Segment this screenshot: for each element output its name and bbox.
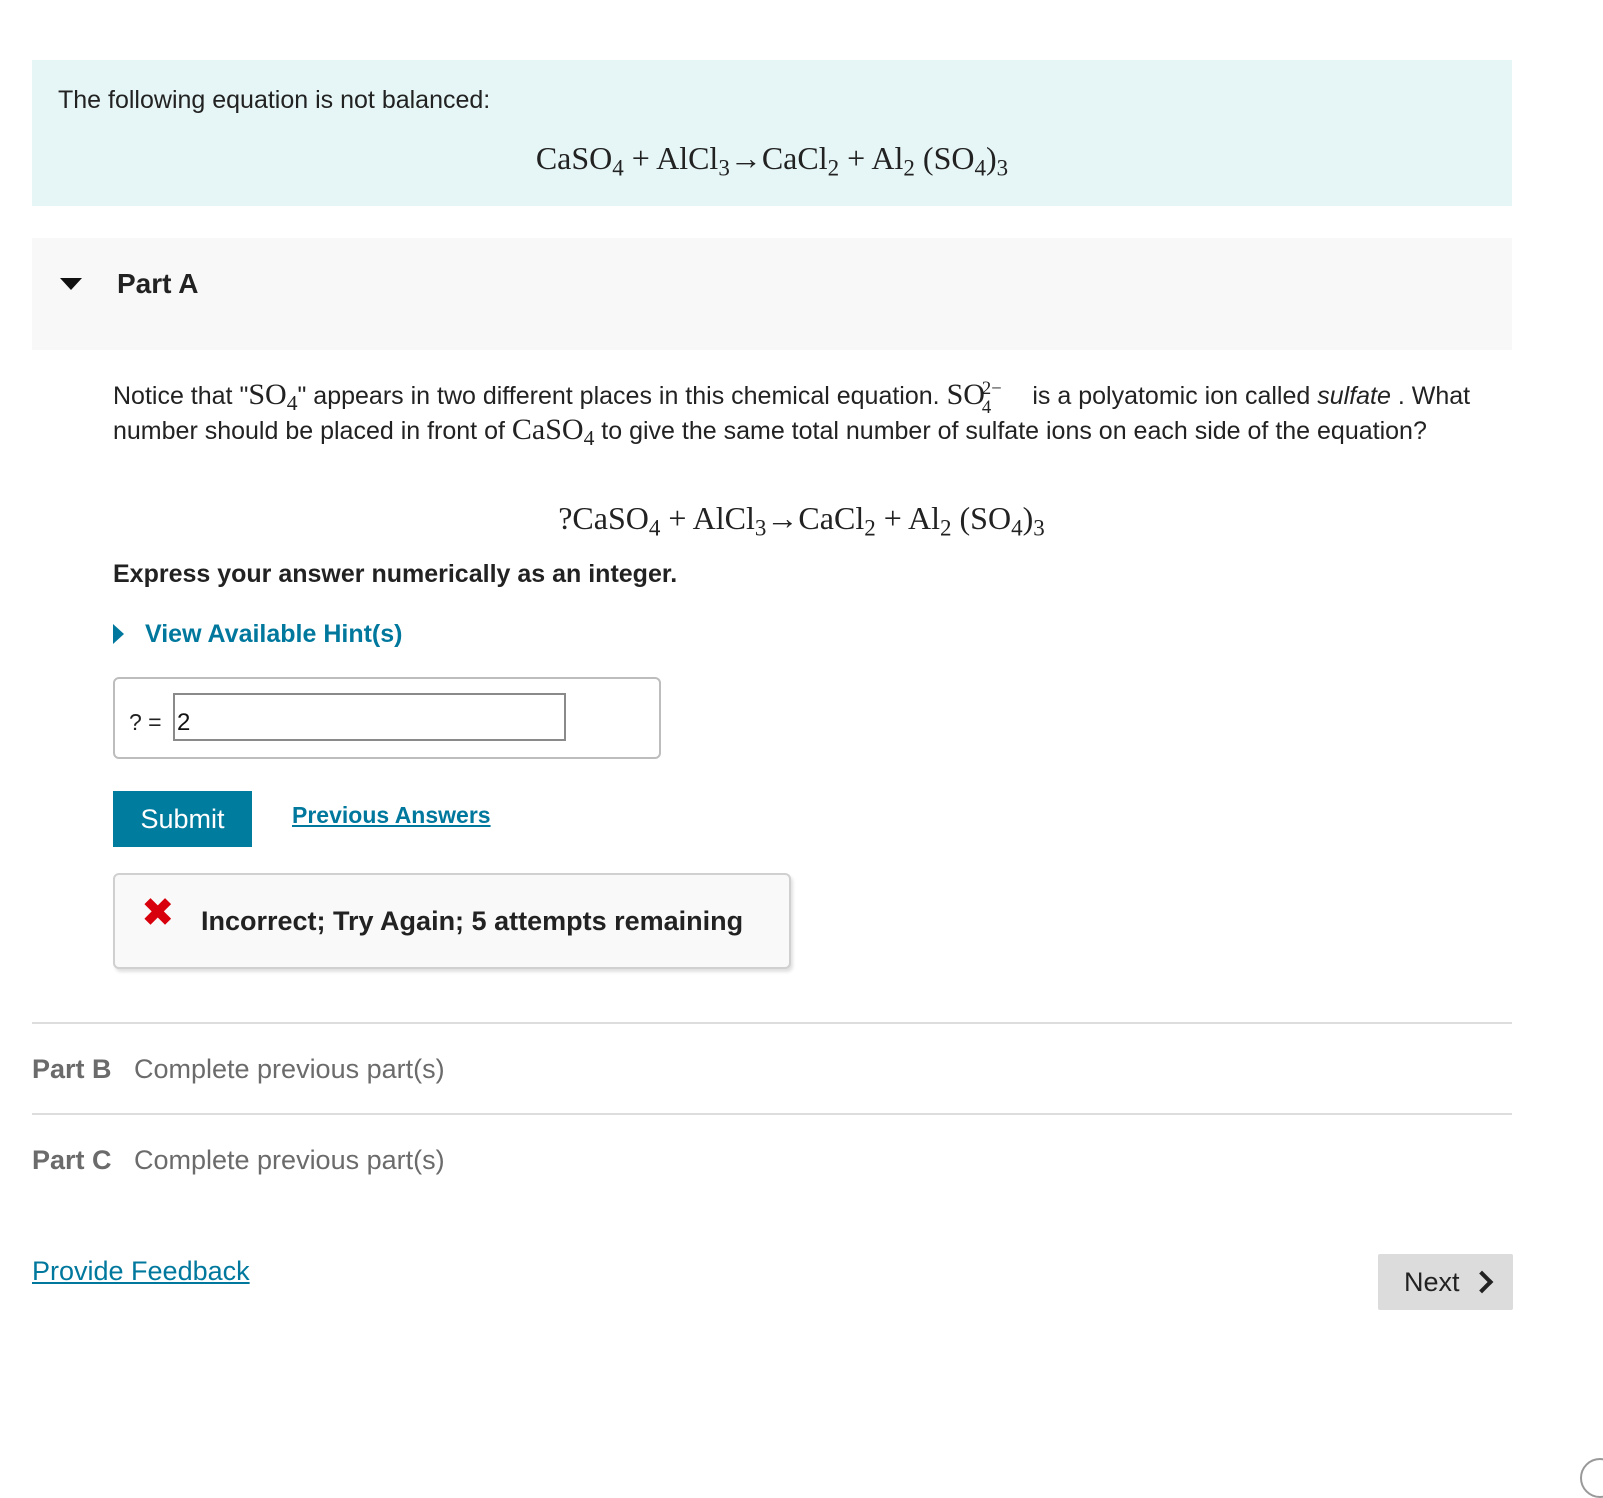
provide-feedback-link[interactable]: Provide Feedback [32,1256,250,1286]
next-button[interactable] [1378,1254,1513,1310]
previous-answers-link[interactable]: Previous Answers [292,802,491,828]
question-equation: ?CaSO$_4$ + AlCl$_3$→CaCl$_2$ + $Al_2$ $(SO_4)_3$ [558,500,1045,541]
part-c-row [32,1145,445,1176]
next-label: Next [1404,1266,1460,1297]
answer-instruction: Express your answer numerically as an integer. [113,560,678,588]
submit-button[interactable]: Submit [113,791,252,847]
part-b-status: Complete previous part(s) [133,1054,445,1084]
feedback-text: Incorrect; Try Again; 5 attempts remaining [201,906,744,936]
part-b-label: Part B [32,1054,112,1084]
view-hints-link[interactable]: View Available Hint(s) [145,620,403,648]
triangle-right-icon[interactable] [113,624,124,644]
x-mark-icon: ✖ [141,890,175,936]
window-corner [1580,1458,1603,1498]
intro-text: The following equation is not balanced: [58,86,491,114]
answer-label: ? = [129,709,162,735]
answer-box [113,677,661,759]
sulfate-ion-formula: SO 2− 4 [946,377,1002,419]
part-a-title: Part A [117,268,199,299]
part-b-row [32,1054,445,1085]
feedback-box [113,873,791,969]
intro-panel [32,60,1512,206]
divider [32,1113,1512,1115]
answer-input[interactable] [173,693,566,741]
question-text: Notice that "$SO_4$" appears in two different places in this chemical equation. SO 2− 4 is a polyatomic ion called sulfate . What number should be placed in front of CaSO$_4$ to give the same total number of sulfate ions on each side of the equation? [113,377,1471,451]
divider [32,1022,1512,1024]
part-c-status: Complete previous part(s) [133,1145,445,1175]
triangle-down-icon[interactable] [60,278,82,290]
intro-equation: CaSO$_4$ + AlCl$_3$→CaCl$_2$ + $Al_2$ $(SO_4)_3$ [535,140,1009,181]
part-a-header[interactable] [32,238,1512,350]
chevron-right-icon [1471,1271,1494,1294]
part-c-label: Part C [32,1145,112,1175]
